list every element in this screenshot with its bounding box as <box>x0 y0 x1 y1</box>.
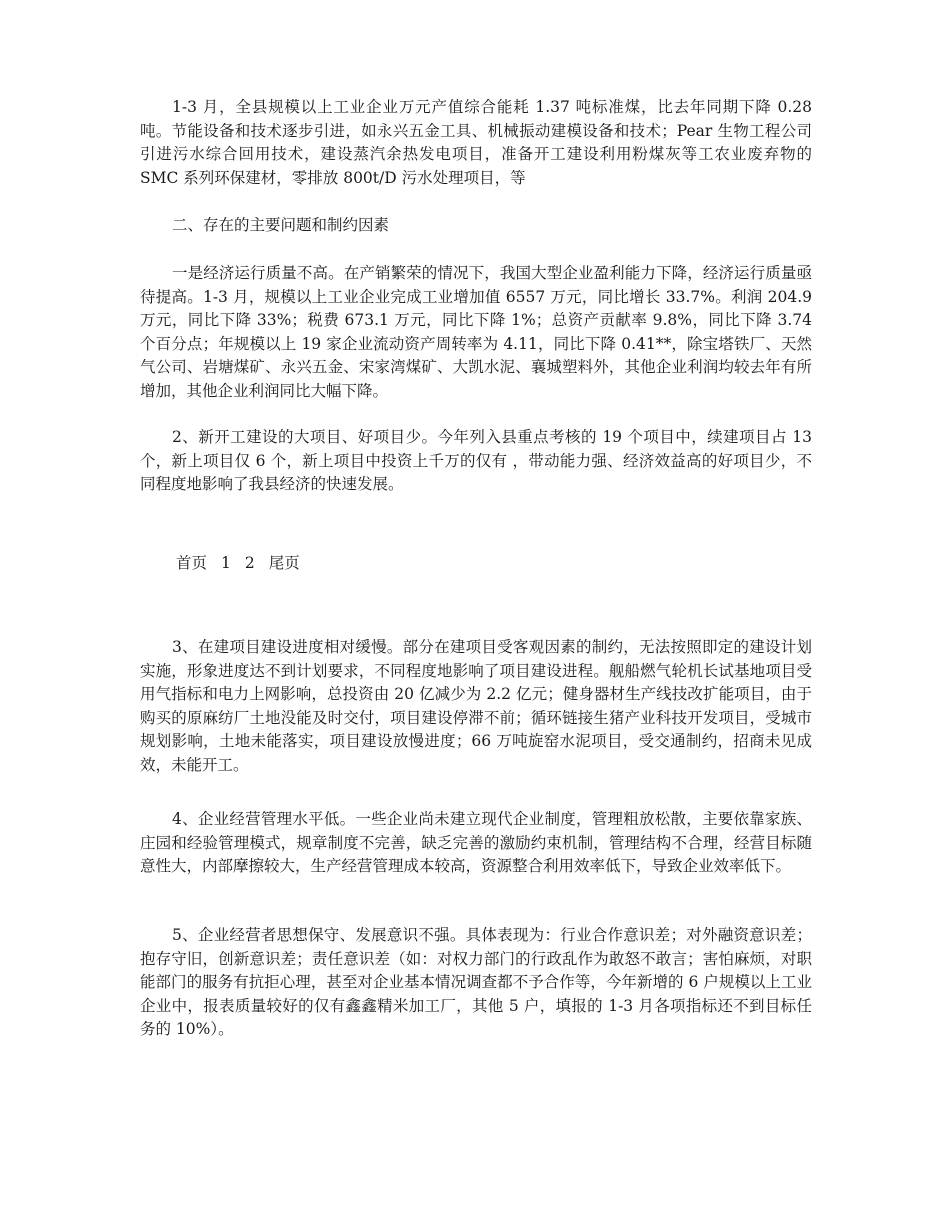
pagination-page-1-link[interactable]: 1 <box>221 554 231 572</box>
paragraph-energy-consumption: 1-3 月，全县规模以上工业企业万元产值综合能耗 1.37 吨标准煤，比去年同期下降 0.28 吨。节能设备和技术逐步引进，如永兴五金工具、机械振动建模设备和技术；Pear 生物工程公司引进污水综合回用技术，建设蒸汽余热发电项目，准备开工建设利用粉煤灰等工农业废弃物的 SMC 系列环保建材，零排放 800t/D 污水处理项目，等 <box>140 98 817 187</box>
paragraph-new-projects: 2、新开工建设的大项目、好项目少。今年列入县重点考核的 19 个项目中，续建项目占 13 个，新上项目仅 6 个，新上项目中投资上千万的仅有 ，带动能力强、经济效益高的好项目少，不同程度地影响了我县经济的快速发展。 <box>140 428 817 493</box>
pagination-last-link[interactable]: 尾页 <box>268 554 300 572</box>
paragraph-management-level: 4、企业经营管理水平低。一些企业尚未建立现代企业制度，管理粗放松散，主要依靠家族、庄园和经验管理模式，规章制度不完善，缺乏完善的激励约束机制，管理结构不合理，经营目标随意性大，内部摩擦较大，生产经营管理成本较高，资源整合利用效率低下，导致企业效率低下。 <box>140 810 812 875</box>
section-heading-problems: 二、存在的主要问题和制约因素 <box>172 216 390 234</box>
pagination-first-link[interactable]: 首页 <box>176 554 208 572</box>
pagination <box>176 552 300 576</box>
pagination-page-2-link[interactable]: 2 <box>244 554 255 572</box>
paragraph-operator-mindset: 5、企业经营者思想保守、发展意识不强。具体表现为：行业合作意识差；对外融资意识差；抱存守旧，创新意识差；责任意识差（如：对权力部门的行政乱作为敢怒不敢言；害怕麻烦，对职能部门的服务有抗拒心理，甚至对企业基本情况调查都不予合作等，今年新增的 6 户规模以上工业企业中，报表质量较好的仅有鑫鑫精米加工厂，其他 5 户，填报的 1-3 月各项指标还不到目标任务的 10%）。 <box>140 926 812 1038</box>
paragraph-construction-progress: 3、在建项目建设进度相对缓慢。部分在建项目受客观因素的制约，无法按照即定的建设计划实施，形象进度达不到计划要求，不同程度地影响了项目建设进程。舰船燃气轮机长试基地项目受用气指标和电力上网影响，总投资由 20 亿减少为 2.2 亿元；健身器材生产线技改扩能项目，由于购买的原麻纺厂土地没能及时交付，项目建设停滞不前；循环链接生猪产业科技开发项目，受城市规划影响，土地未能落实，项目建设放慢进度；66 万吨旋窑水泥项目，受交通制约，招商未见成效，未能开工。 <box>140 638 812 774</box>
paragraph-economic-quality: 一是经济运行质量不高。在产销繁荣的情况下，我国大型企业盈利能力下降，经济运行质量亟待提高。1-3 月，规模以上工业企业完成工业增加值 6557 万元，同比增长 33.7%。利润 204.9 万元，同比下降 33%；税费 673.1 万元，同比下降 1%；总资产贡献率 9.8%，同比下降 3.74 个百分点；年规模以上 19 家企业流动资产周转率为 4.11，同比下降 0.41**，除宝塔铁厂、天然气公司、岩塘煤矿、永兴五金、宋家湾煤矿、大凯水泥、襄城塑料外，其他企业利润均较去年有所增加，其他企业利润同比大幅下降。 <box>140 264 817 400</box>
